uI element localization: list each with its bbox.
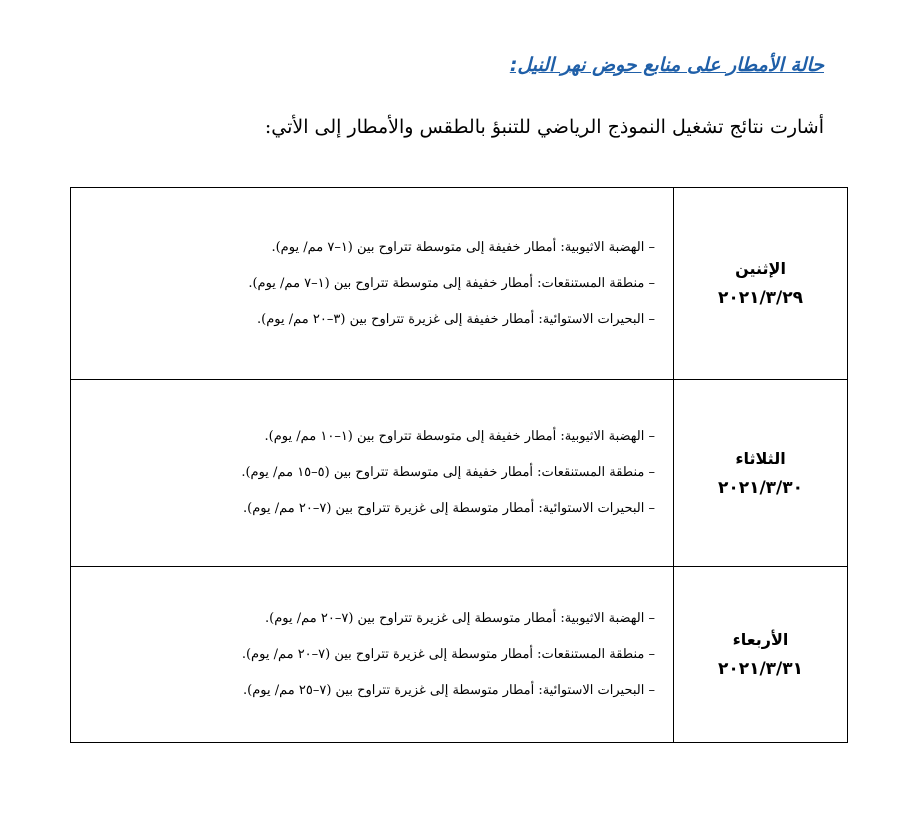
table-row bbox=[71, 188, 847, 380]
intro-paragraph: أشارت نتائج تشغيل النموذج الرياضي للتنبؤ بالطقس والأمطار إلى الأتي: bbox=[264, 116, 824, 138]
day-cell bbox=[673, 188, 847, 379]
forecast-table bbox=[70, 187, 848, 743]
day-date: ٢٠٢١/٣/٣٠ bbox=[717, 477, 804, 498]
forecast-item: – الهضبة الاثيوبية: أمطار خفيفة إلى متوسطة تتراوح بين (١–٧ مم/ يوم). bbox=[271, 239, 655, 255]
day-cell bbox=[673, 567, 847, 742]
forecast-item: – منطقة المستنقعات: أمطار متوسطة إلى غزيرة تتراوح بين (٧–٢٠ مم/ يوم). bbox=[241, 646, 655, 662]
forecast-item: – منطقة المستنقعات: أمطار خفيفة إلى متوسطة تتراوح بين (٥–١٥ مم/ يوم). bbox=[241, 465, 655, 480]
table-row bbox=[71, 567, 847, 742]
forecast-item: – البحيرات الاستوائية: أمطار متوسطة إلى غزيرة تتراوح بين (٧–٢٥ مم/ يوم). bbox=[243, 682, 655, 698]
forecast-items bbox=[71, 380, 673, 566]
forecast-items bbox=[71, 567, 673, 742]
forecast-item: – البحيرات الاستوائية: أمطار متوسطة إلى غزيرة تتراوح بين (٧–٢٠ مم/ يوم). bbox=[243, 501, 655, 516]
day-cell bbox=[673, 380, 847, 566]
document-title: حالة الأمطار على منابع حوض نهر النيل: bbox=[509, 54, 824, 76]
forecast-item: – منطقة المستنقعات: أمطار خفيفة إلى متوسطة تتراوح بين (١–٧ مم/ يوم). bbox=[248, 275, 655, 291]
forecast-items bbox=[71, 188, 673, 379]
day-name: الإثنين bbox=[735, 259, 786, 278]
forecast-item: – الهضبة الاثيوبية: أمطار خفيفة إلى متوسطة تتراوح بين (١–١٠ مم/ يوم). bbox=[264, 429, 655, 444]
table-row bbox=[71, 380, 847, 567]
day-date: ٢٠٢١/٣/٣١ bbox=[717, 659, 804, 679]
day-name: الثلاثاء bbox=[735, 448, 786, 468]
day-date: ٢٠٢١/٣/٢٩ bbox=[717, 288, 804, 308]
forecast-item: – البحيرات الاستوائية: أمطار خفيفة إلى غزيرة تتراوح بين (٣–٢٠ مم/ يوم). bbox=[257, 311, 655, 327]
day-name: الأربعاء bbox=[732, 630, 789, 649]
forecast-item: – الهضبة الاثيوبية: أمطار متوسطة إلى غزيرة تتراوح بين (٧–٢٠ مم/ يوم). bbox=[265, 610, 655, 626]
